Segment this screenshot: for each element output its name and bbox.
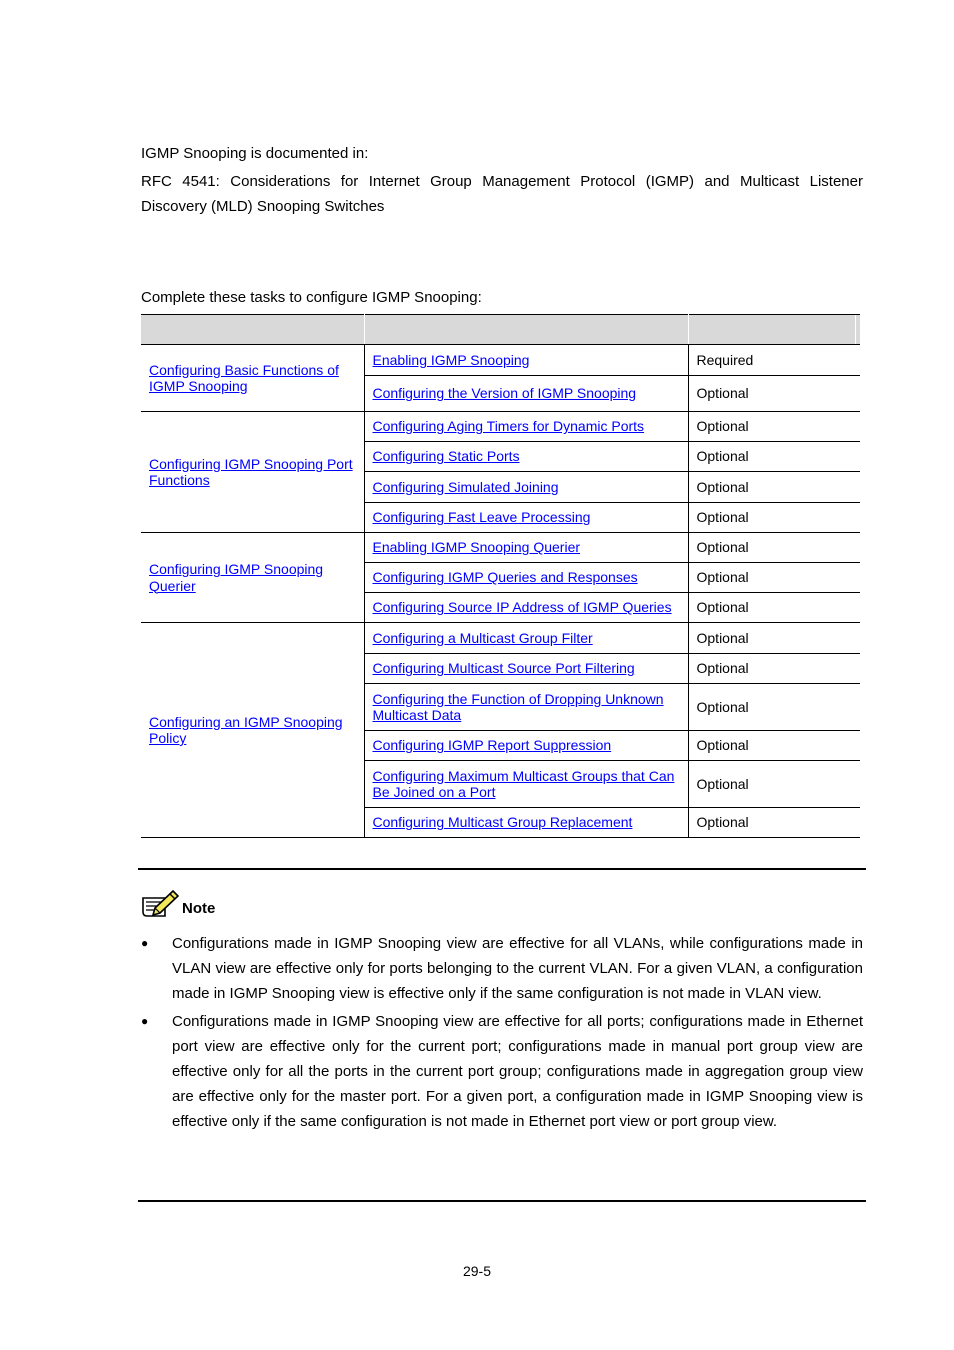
note-item — [141, 1009, 863, 1134]
note-item-text: Configurations made in IGMP Snooping view are effective for all VLANs, while configurations made in VLAN view are effective only for ports belonging to the current VLAN. For a given VLAN, a configuration made in IGMP Snooping view is effective only if the same configuration is not made in VLAN view. — [172, 935, 863, 1002]
note-bottom-rule — [138, 1200, 866, 1202]
detail-cell — [364, 731, 688, 761]
task-link[interactable]: Configuring an IGMP Snooping Policy — [149, 713, 343, 746]
tasks-table-body — [141, 345, 860, 838]
detail-link[interactable]: Configuring a Multicast Group Filter — [372, 629, 593, 646]
note-pencil-icon — [141, 888, 179, 918]
note-item — [141, 931, 863, 1006]
detail-link[interactable]: Configuring Multicast Group Replacement — [372, 814, 633, 831]
bullet-icon: ● — [141, 936, 149, 950]
detail-link[interactable]: Configuring Simulated Joining — [372, 478, 559, 495]
requirement-cell: Optional — [688, 593, 860, 623]
documented-in-text: IGMP Snooping is documented in: — [141, 145, 369, 162]
requirement-cell: Optional — [688, 563, 860, 593]
bullet-icon: ● — [141, 1014, 149, 1028]
requirement-cell: Optional — [688, 412, 860, 442]
page-number: 29-5 — [462, 1263, 492, 1279]
table-header-row — [141, 315, 860, 345]
task-cell — [141, 345, 364, 412]
requirement-cell: Optional — [688, 376, 860, 412]
requirement-cell: Optional — [688, 533, 860, 563]
detail-cell — [364, 442, 688, 472]
tasks-intro: Complete these tasks to configure IGMP Snooping: — [141, 289, 482, 306]
detail-cell — [364, 684, 688, 731]
note-label: Note — [182, 900, 216, 917]
table-row — [141, 623, 860, 654]
detail-cell — [364, 345, 688, 376]
task-link[interactable]: Configuring IGMP Snooping Querier — [149, 561, 324, 594]
detail-link[interactable]: Configuring Static Ports — [372, 448, 520, 465]
detail-link[interactable]: Configuring the Function of Dropping Unknown Multicast Data — [372, 690, 664, 723]
detail-link[interactable]: Configuring Aging Timers for Dynamic Ports — [372, 418, 645, 435]
requirement-cell: Optional — [688, 731, 860, 761]
requirement-cell: Optional — [688, 654, 860, 684]
detail-link[interactable]: Configuring IGMP Queries and Responses — [372, 569, 638, 586]
detail-link[interactable]: Configuring Multicast Source Port Filtering — [372, 660, 635, 677]
detail-cell — [364, 412, 688, 442]
task-cell — [141, 533, 364, 623]
detail-cell — [364, 654, 688, 684]
rfc-reference: RFC 4541: Considerations for Internet Group Management Protocol (IGMP) and Multicast Listener Discovery (MLD) Snooping Switches — [141, 173, 863, 215]
table-row — [141, 345, 860, 376]
requirement-cell: Optional — [688, 761, 860, 808]
detail-link[interactable]: Enabling IGMP Snooping — [372, 351, 530, 368]
requirement-cell: Optional — [688, 503, 860, 533]
detail-link[interactable]: Configuring Fast Leave Processing — [372, 509, 591, 526]
detail-link[interactable]: Enabling IGMP Snooping Querier — [372, 539, 581, 556]
table-row — [141, 412, 860, 442]
requirement-cell: Required — [688, 345, 860, 376]
detail-cell — [364, 376, 688, 412]
detail-cell — [364, 593, 688, 623]
task-link[interactable]: Configuring IGMP Snooping Port Functions — [149, 455, 353, 488]
requirement-cell: Optional — [688, 472, 860, 503]
detail-cell — [364, 533, 688, 563]
detail-link[interactable]: Configuring Source IP Address of IGMP Queries — [372, 599, 672, 616]
header-cell-requirement — [688, 315, 860, 345]
note-item-text: Configurations made in IGMP Snooping view are effective for all ports; configurations made in Ethernet port view are effective only for the current port; configurations made in manual port group view are effective only for all the ports in the current port group; configurations made in aggregation group view are effective only for the master port. For a given port, a configuration made in IGMP Snooping view is effective only if the same configuration is not made in Ethernet port view or port group view. — [172, 1013, 863, 1130]
header-cell-task — [141, 315, 364, 345]
detail-link[interactable]: Configuring Maximum Multicast Groups that Can Be Joined on a Port — [372, 767, 675, 800]
detail-link[interactable]: Configuring IGMP Report Suppression — [372, 737, 612, 754]
task-cell — [141, 412, 364, 533]
tasks-table — [141, 314, 860, 838]
detail-cell — [364, 503, 688, 533]
detail-link[interactable]: Configuring the Version of IGMP Snooping — [372, 385, 637, 402]
detail-cell — [364, 623, 688, 654]
requirement-cell: Optional — [688, 623, 860, 654]
detail-cell — [364, 761, 688, 808]
detail-cell — [364, 472, 688, 503]
requirement-cell: Optional — [688, 442, 860, 472]
requirement-cell: Optional — [688, 808, 860, 838]
note-top-rule — [138, 868, 866, 870]
task-link[interactable]: Configuring Basic Functions of IGMP Snooping — [149, 361, 339, 394]
detail-cell — [364, 808, 688, 838]
requirement-cell: Optional — [688, 684, 860, 731]
detail-cell — [364, 563, 688, 593]
task-cell — [141, 623, 364, 838]
table-row — [141, 533, 860, 563]
header-cell-detail — [364, 315, 688, 345]
note-list — [141, 931, 863, 1137]
